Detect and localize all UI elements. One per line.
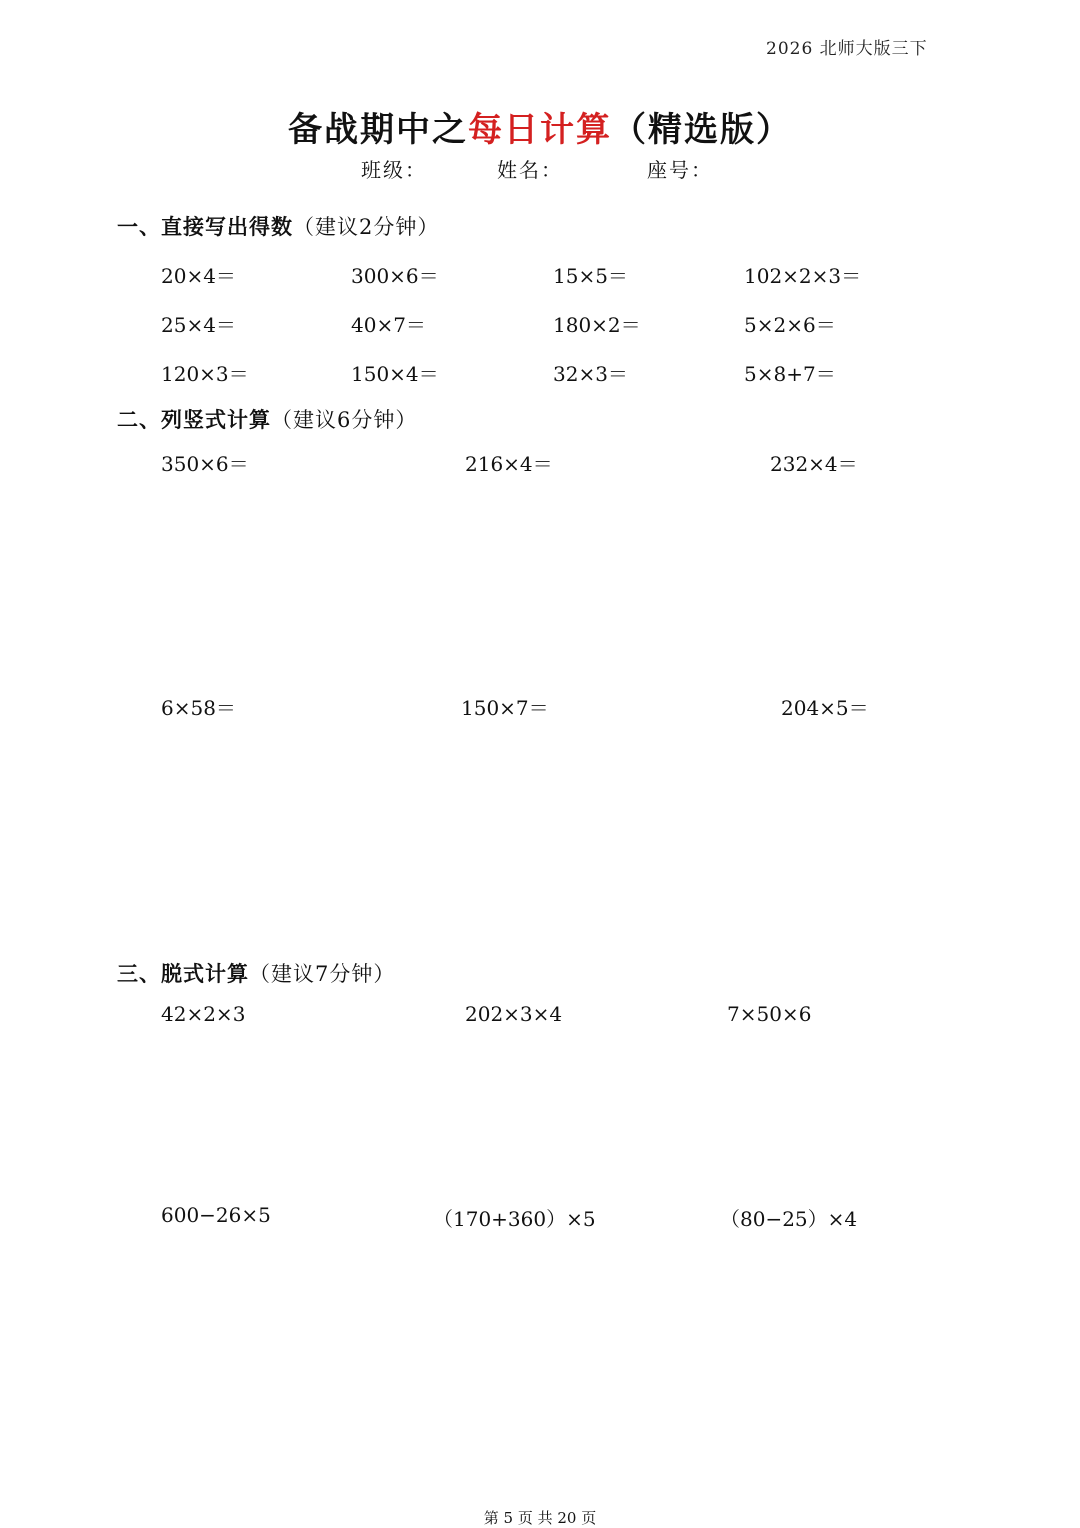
section-hint: （建议7分钟）: [249, 962, 396, 986]
page-title: [0, 102, 1080, 151]
section-title: 一、直接写出得数: [117, 214, 293, 239]
section-title: 三、脱式计算: [117, 961, 249, 986]
problem: 150×7＝: [461, 696, 549, 720]
seat-label: 座号：: [647, 158, 713, 182]
problem: 5×2×6＝: [744, 313, 836, 337]
class-label: 班级：: [361, 158, 427, 182]
title-part-1: 备战期中之: [288, 110, 468, 150]
problem: 120×3＝: [161, 362, 249, 386]
problem: 7×50×6: [727, 1002, 812, 1026]
problem: 350×6＝: [161, 452, 249, 476]
problem: 180×2＝: [553, 313, 641, 337]
problem: 42×2×3: [161, 1002, 246, 1026]
section-title: 二、列竖式计算: [117, 407, 271, 432]
problem: 32×3＝: [553, 362, 628, 386]
problem: 20×4＝: [161, 264, 236, 288]
section-hint: （建议2分钟）: [293, 215, 440, 239]
problem: 150×4＝: [351, 362, 439, 386]
problem: 232×4＝: [770, 452, 858, 476]
section-3-heading: [117, 958, 395, 988]
problem: 216×4＝: [465, 452, 553, 476]
title-part-3: （精选版）: [612, 110, 792, 150]
section-2-heading: [117, 404, 417, 434]
problem: 102×2×3＝: [744, 264, 862, 288]
problem: 204×5＝: [781, 696, 869, 720]
problem: 600−26×5: [161, 1203, 271, 1227]
title-highlight: 每日计算: [468, 110, 612, 150]
page-footer: 第 5 页 共 20 页: [483, 1509, 597, 1527]
section-1-heading: [117, 211, 439, 241]
problem: 25×4＝: [161, 313, 236, 337]
header-note: 2026 北师大版三下: [766, 39, 928, 59]
problem: 202×3×4: [465, 1002, 563, 1026]
problem: （80−25）×4: [720, 1207, 858, 1231]
problem: （170+360）×5: [433, 1207, 596, 1231]
problem: 6×58＝: [161, 696, 236, 720]
problem: 300×6＝: [351, 264, 439, 288]
section-hint: （建议6分钟）: [271, 408, 418, 432]
problem: 40×7＝: [351, 313, 426, 337]
problem: 15×5＝: [553, 264, 628, 288]
problem: 5×8+7＝: [744, 362, 836, 386]
name-label: 姓名：: [497, 158, 563, 182]
